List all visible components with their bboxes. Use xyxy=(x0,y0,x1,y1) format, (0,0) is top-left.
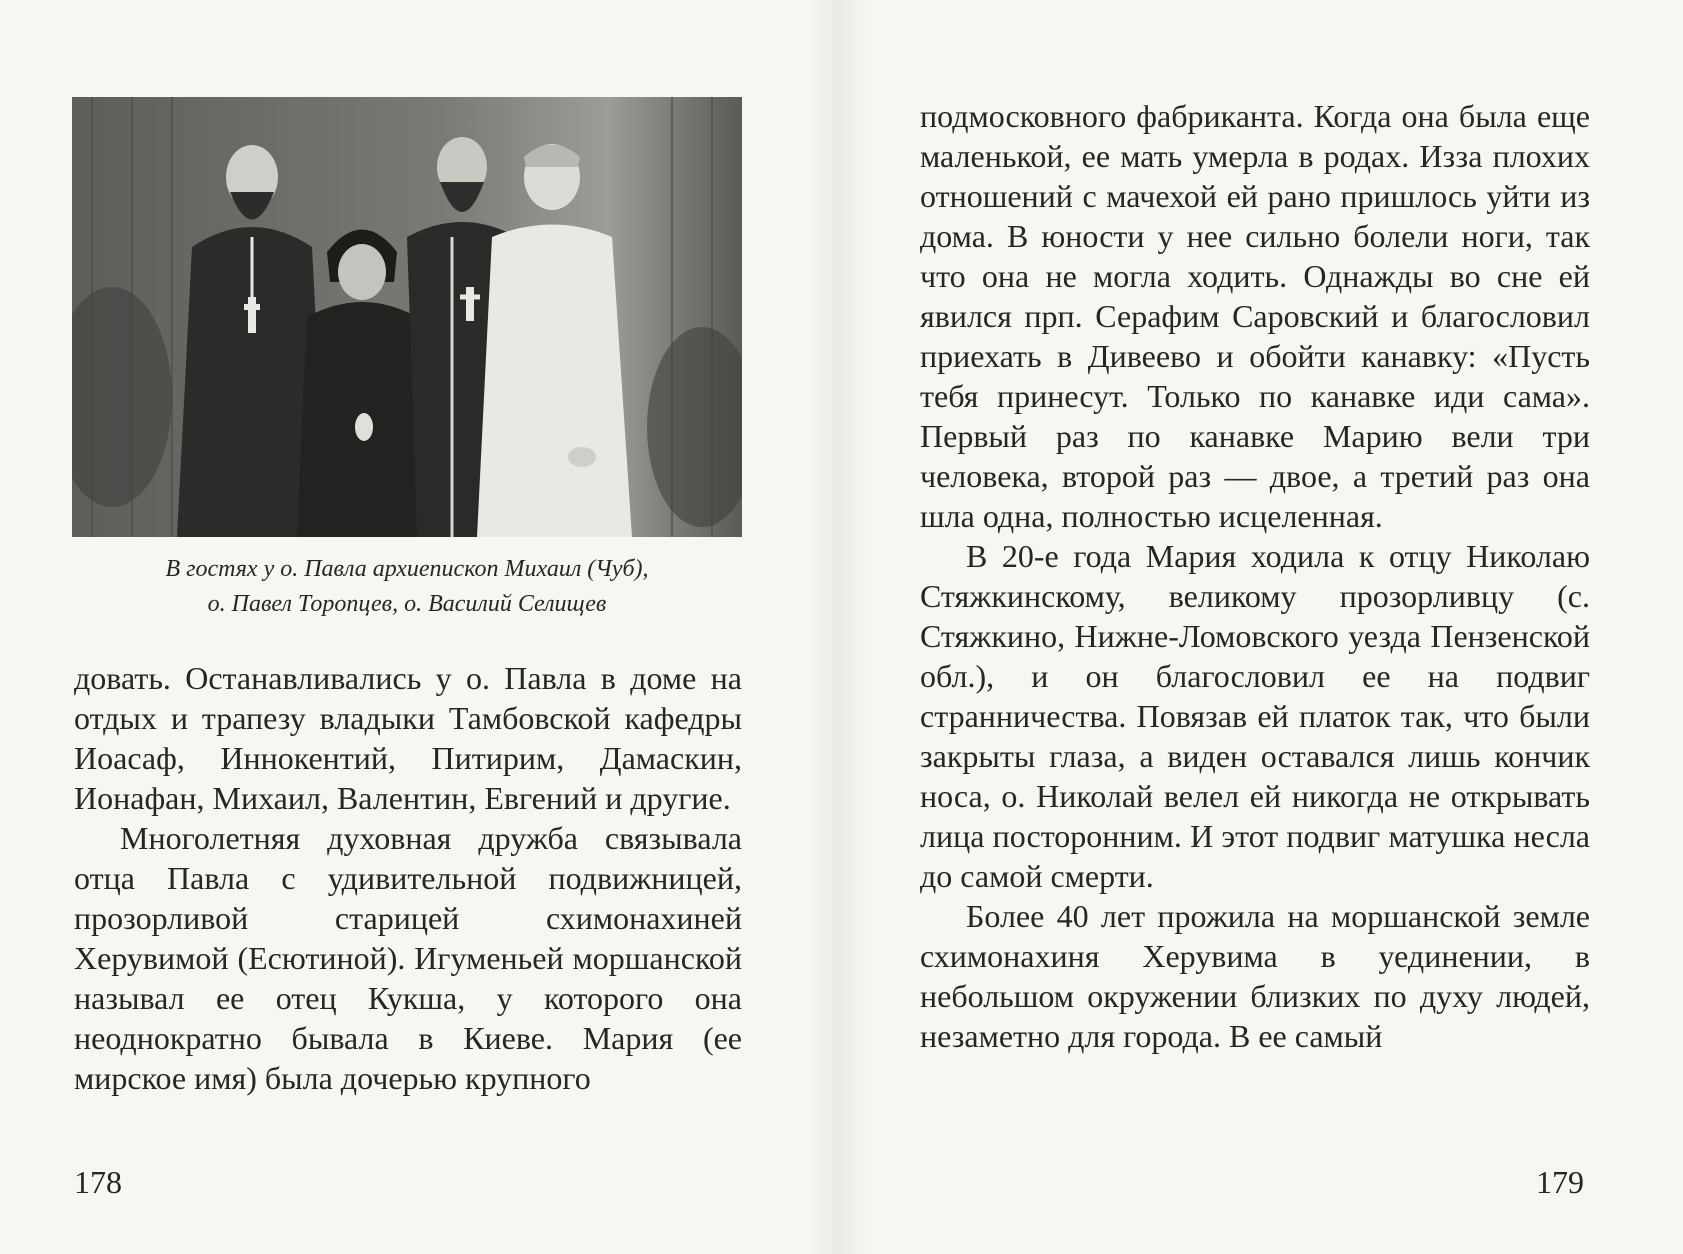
paragraph: В 20-е года Мария ходила к отцу Николаю Стяжкинскому, великому прозорливцу (с. Стяжкино, Нижне-Ломовского уезда Пензенской обл.), и он благословил ее на подвиг странничества. Повязав ей платок так, что были закрыты глаза, а виден оставался лишь кончик носа, о. Николай велел ей никогда не открывать лица посторонним. И этот подвиг матушка несла до самой смерти. xyxy=(920,538,1590,894)
caption-line-1: В гостях у о. Павла архиепископ Михаил (Чуб), xyxy=(165,556,649,582)
historical-photo xyxy=(72,97,742,537)
paragraph: Многолетняя духовная дружба связывала отца Павла с удивительной подвижницей, прозорливой старицей схимонахиней Херувимой (Есютиной). Игуменьей моршанской называл ее отец Кукша, у которого она неоднократно бывала в Киеве. Мария (ее мирское имя) была дочерью крупного xyxy=(74,820,742,1096)
photo-illustration xyxy=(72,97,742,537)
photo-caption xyxy=(72,552,742,622)
book-gutter xyxy=(808,0,868,1254)
page-number-left: 178 xyxy=(74,1164,122,1200)
left-page-text xyxy=(74,658,742,1098)
caption-line-2: о. Павел Торопцев, о. Василий Селищев xyxy=(207,591,607,617)
paragraph: довать. Останавливались у о. Павла в доме на отдых и трапезу владыки Тамбовской кафедры Иоасаф, Иннокентий, Питирим, Дамаскин, Ионафан, Михаил, Валентин, Евгений и другие. xyxy=(74,660,742,816)
paragraph: подмосковного фабриканта. Когда она была еще маленькой, ее мать умерла в родах. Изза плохих отношений с мачехой ей рано пришлось уйти из дома. В юности у нее сильно болели ноги, так что она не могла ходить. Однажды во сне ей явился прп. Серафим Саровский и благословил приехать в Дивеево и обойти канавку: «Пусть тебя принесут. Только по канавке иди сама». Первый раз по канавке Марию вели три человека, второй раз — двое, а третий раз она шла одна, полностью исцеленная. xyxy=(920,98,1590,534)
right-page-text xyxy=(920,96,1590,1056)
page-number-right: 179 xyxy=(1536,1164,1584,1200)
paragraph: Более 40 лет прожила на моршанской земле схимонахиня Херувима в уединении, в небольшом окружении близких по духу людей, незаметно для города. В ее самый xyxy=(920,898,1590,1054)
